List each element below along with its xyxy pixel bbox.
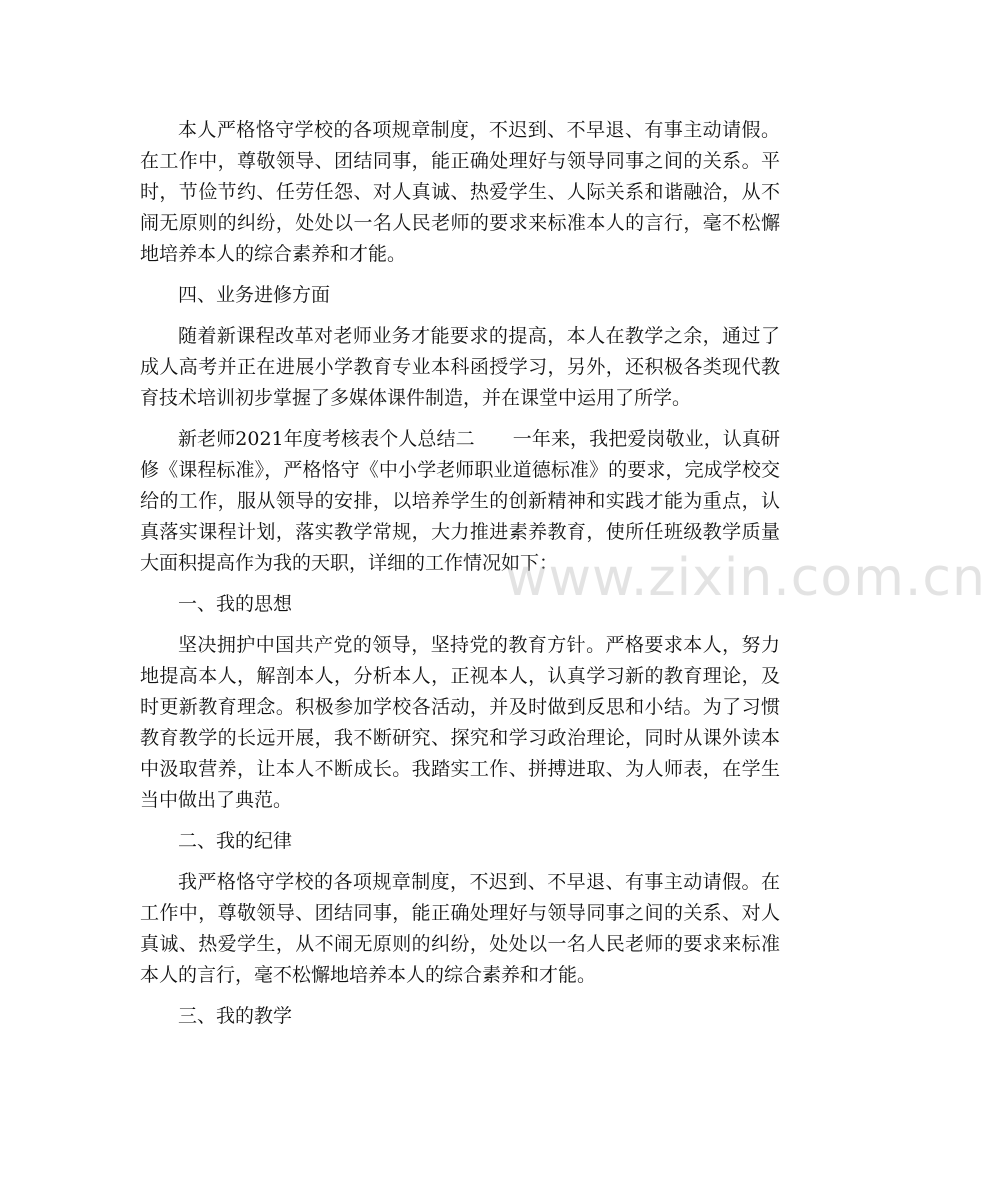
- paragraph-my-discipline: 我严格恪守学校的各项规章制度，不迟到、不早退、有事主动请假。在工作中，尊敬领导、团结同事，能正确处理好与领导同事之间的关系、对人真诚、热爱学生，从不闹无原则的纠纷，处处以一名人民老师的要求来标准本人的言行，毫不松懈地培养本人的综合素养和才能。: [140, 871, 780, 986]
- paragraph-summary-two: [140, 424, 780, 579]
- watermark: www.zixin.com.cn: [505, 548, 986, 608]
- heading-my-discipline: 二、我的纪律: [178, 830, 293, 852]
- heading-my-teaching: 三、我的教学: [178, 1005, 293, 1027]
- heading-business-study: 四、业务进修方面: [178, 284, 331, 306]
- summary-two-title: 新老师2021年度考核表个人总结二: [178, 428, 475, 450]
- summary-two-intro: 一年来，我把爱岗敬业，认真研修《课程标准》，严格恪守《中小学老师职业道德标准》的要求，完成学校交给的工作，服从领导的安排，以培养学生的创新精神和实践才能为重点，认真落实课程计划，落实教学常规，大力推进素养教育，使所任班级教学质量大面积提高作为我的天职，详细的工作情况如下：: [140, 428, 780, 574]
- paragraph-business-study: 随着新课程改革对老师业务才能要求的提高，本人在教学之余，通过了成人高考并正在进展小学教育专业本科函授学习，另外，还积极各类现代教育技术培训初步掌握了多媒体课件制造，并在课堂中运用了所学。: [140, 325, 780, 409]
- document-body: [140, 115, 780, 1042]
- paragraph-my-thoughts: 坚决拥护中国共产党的领导，坚持党的教育方针。严格要求本人，努力地提高本人，解剖本人，分析本人，正视本人，认真学习新的教育理论，及时更新教育理念。积极参加学校各活动，并及时做到反思和小结。为了习惯教育教学的长远开展，我不断研究、探究和学习政治理论，同时从课外读本中汲取营养，让本人不断成长。我踏实工作、拼搏进取、为人师表，在学生当中做出了典范。: [140, 634, 780, 811]
- paragraph-discipline-summary: 本人严格恪守学校的各项规章制度，不迟到、不早退、有事主动请假。在工作中，尊敬领导、团结同事，能正确处理好与领导同事之间的关系。平时，节俭节约、任劳任怨、对人真诚、热爱学生、人际关系和谐融洽，从不闹无原则的纠纷，处处以一名人民老师的要求来标准本人的言行，毫不松懈地培养本人的综合素养和才能。: [140, 119, 780, 265]
- heading-my-thoughts: 一、我的思想: [178, 593, 293, 615]
